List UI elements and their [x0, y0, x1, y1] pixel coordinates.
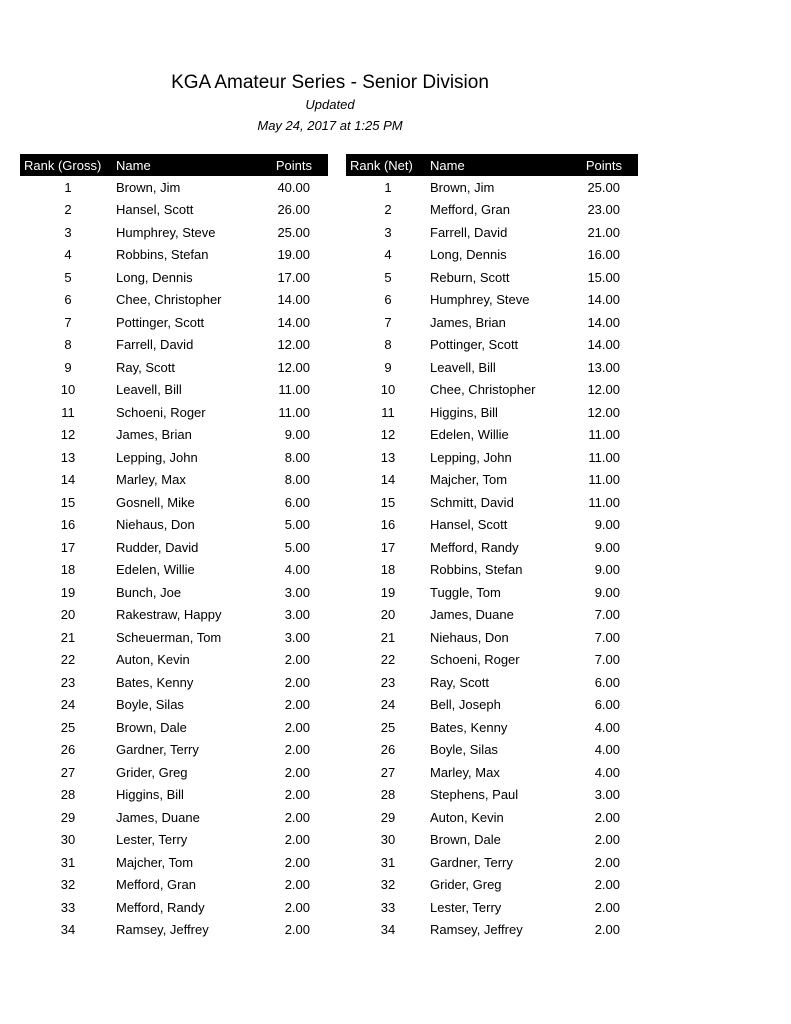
- gross-table-row: [20, 424, 328, 447]
- net-rank-cell: 5: [384, 269, 392, 285]
- net-name-cell: Majcher, Tom: [430, 472, 508, 488]
- net-rank-cell: 30: [380, 832, 396, 848]
- net-points-cell: 9.00: [594, 539, 620, 555]
- net-points-cell: 6.00: [594, 697, 620, 713]
- gross-standings-table: [20, 154, 328, 941]
- net-points-cell: 7.00: [594, 652, 620, 668]
- net-points-cell: 11.00: [588, 427, 620, 443]
- gross-points-cell: 8.00: [284, 449, 310, 465]
- net-rank-cell: 23: [380, 674, 396, 690]
- gross-name-cell: Majcher, Tom: [116, 854, 194, 870]
- net-points-cell: 11.00: [588, 472, 620, 488]
- gross-points-cell: 14.00: [277, 292, 310, 308]
- net-table-row: [346, 356, 638, 379]
- gross-name-cell: Gardner, Terry: [116, 742, 199, 758]
- net-rank-cell: 31: [380, 854, 396, 870]
- net-table-row: [346, 536, 638, 559]
- gross-rank-cell: 25: [60, 719, 76, 735]
- gross-name-cell: Ramsey, Jeffrey: [116, 922, 209, 938]
- net-standings-table: [346, 154, 638, 941]
- net-points-cell: 6.00: [594, 674, 620, 690]
- net-name-cell: Reburn, Scott: [430, 269, 510, 285]
- net-table-row: [346, 334, 638, 357]
- net-points-cell: 2.00: [594, 809, 620, 825]
- net-name-cell: Lepping, John: [430, 449, 512, 465]
- gross-points-cell: 3.00: [284, 629, 310, 645]
- net-table-row: [346, 244, 638, 267]
- gross-table-row: [20, 604, 328, 627]
- net-points-cell: 4.00: [594, 742, 620, 758]
- gross-name-cell: Edelen, Willie: [116, 562, 195, 578]
- gross-table-row: [20, 221, 328, 244]
- gross-rank-cell: 4: [64, 247, 72, 263]
- gross-points-cell: 2.00: [284, 697, 310, 713]
- gross-rank-header: Rank (Gross): [24, 157, 102, 173]
- gross-rank-cell: 24: [60, 697, 76, 713]
- gross-name-cell: Lepping, John: [116, 449, 198, 465]
- gross-points-cell: 6.00: [284, 494, 310, 510]
- gross-name-cell: Mefford, Randy: [116, 899, 205, 915]
- gross-name-cell: Robbins, Stefan: [116, 247, 209, 263]
- net-rank-cell: 11: [381, 404, 395, 420]
- net-table-row: [346, 874, 638, 897]
- net-name-cell: Pottinger, Scott: [430, 337, 519, 353]
- net-points-cell: 15.00: [587, 269, 620, 285]
- gross-points-cell: 2.00: [284, 832, 310, 848]
- net-table-row: [346, 806, 638, 829]
- net-table-row: [346, 469, 638, 492]
- net-name-header: Name: [430, 157, 465, 173]
- gross-table-row: [20, 469, 328, 492]
- gross-rank-cell: 21: [60, 629, 76, 645]
- net-table-row: [346, 266, 638, 289]
- net-rank-cell: 33: [380, 899, 396, 915]
- gross-table-row: [20, 874, 328, 897]
- net-rank-cell: 20: [380, 607, 396, 623]
- gross-table-row: [20, 919, 328, 942]
- gross-rank-cell: 9: [64, 359, 72, 375]
- net-name-cell: Farrell, David: [430, 224, 508, 240]
- gross-rank-cell: 3: [64, 224, 72, 240]
- net-table-row: [346, 221, 638, 244]
- net-rank-header: Rank (Net): [350, 157, 413, 173]
- gross-name-cell: Lester, Terry: [116, 832, 188, 848]
- net-rank-cell: 27: [380, 764, 396, 780]
- gross-points-cell: 3.00: [284, 607, 310, 623]
- gross-points-cell: 2.00: [284, 809, 310, 825]
- gross-rank-cell: 31: [60, 854, 76, 870]
- gross-header-row: [20, 154, 328, 176]
- gross-rank-cell: 32: [60, 877, 76, 893]
- gross-name-cell: Auton, Kevin: [116, 652, 190, 668]
- net-points-cell: 25.00: [587, 179, 620, 195]
- net-table-row: [346, 784, 638, 807]
- net-rank-cell: 2: [384, 202, 392, 218]
- net-table-row: [346, 311, 638, 334]
- updated-label: Updated: [305, 97, 355, 112]
- gross-name-cell: Boyle, Silas: [116, 697, 184, 713]
- net-points-cell: 2.00: [594, 899, 620, 915]
- gross-name-cell: Scheuerman, Tom: [116, 629, 222, 645]
- net-points-cell: 13.00: [587, 359, 620, 375]
- net-points-cell: 9.00: [594, 517, 620, 533]
- gross-rank-cell: 23: [60, 674, 76, 690]
- net-points-cell: 14.00: [587, 337, 620, 353]
- gross-points-cell: 5.00: [284, 517, 310, 533]
- net-points-cell: 2.00: [594, 832, 620, 848]
- gross-table-row: [20, 536, 328, 559]
- net-table-row: [346, 176, 638, 199]
- net-name-cell: Leavell, Bill: [430, 359, 496, 375]
- net-name-cell: Lester, Terry: [430, 899, 502, 915]
- net-name-cell: Grider, Greg: [430, 877, 502, 893]
- net-rank-cell: 25: [380, 719, 396, 735]
- gross-rank-cell: 15: [60, 494, 76, 510]
- gross-name-cell: Bates, Kenny: [116, 674, 194, 690]
- gross-name-cell: Niehaus, Don: [116, 517, 195, 533]
- net-points-cell: 7.00: [594, 629, 620, 645]
- net-table-row: [346, 919, 638, 942]
- gross-table-row: [20, 356, 328, 379]
- net-table-row: [346, 851, 638, 874]
- net-points-cell: 14.00: [587, 314, 620, 330]
- gross-name-cell: Rakestraw, Happy: [116, 607, 222, 623]
- net-table-row: [346, 829, 638, 852]
- gross-rank-cell: 16: [60, 517, 76, 533]
- net-rank-cell: 12: [380, 427, 396, 443]
- gross-name-cell: Gosnell, Mike: [116, 494, 195, 510]
- net-rank-cell: 32: [380, 877, 396, 893]
- gross-rank-cell: 18: [60, 562, 76, 578]
- gross-table-row: [20, 694, 328, 717]
- gross-points-cell: 2.00: [284, 742, 310, 758]
- net-table-row: [346, 694, 638, 717]
- net-rank-cell: 9: [384, 359, 392, 375]
- net-rank-cell: 28: [380, 787, 396, 803]
- net-points-cell: 2.00: [594, 877, 620, 893]
- gross-table-row: [20, 806, 328, 829]
- gross-name-cell: Ray, Scott: [116, 359, 176, 375]
- net-name-cell: Brown, Dale: [430, 832, 501, 848]
- net-rank-cell: 4: [384, 247, 392, 263]
- gross-table-row: [20, 401, 328, 424]
- gross-rank-cell: 34: [60, 922, 76, 938]
- net-name-cell: Gardner, Terry: [430, 854, 513, 870]
- gross-table-row: [20, 491, 328, 514]
- net-table-row: [346, 424, 638, 447]
- net-rank-cell: 17: [380, 539, 396, 555]
- net-name-cell: Ramsey, Jeffrey: [430, 922, 523, 938]
- gross-points-cell: 14.00: [277, 314, 310, 330]
- gross-points-cell: 2.00: [284, 674, 310, 690]
- gross-rank-cell: 8: [64, 337, 72, 353]
- gross-rank-cell: 6: [64, 292, 72, 308]
- gross-name-cell: Grider, Greg: [116, 764, 188, 780]
- gross-rank-cell: 5: [64, 269, 72, 285]
- net-name-cell: Mefford, Gran: [430, 202, 510, 218]
- net-points-header: Points: [585, 157, 622, 173]
- net-points-cell: 9.00: [594, 562, 620, 578]
- net-name-cell: Brown, Jim: [430, 179, 495, 195]
- gross-table-row: [20, 671, 328, 694]
- net-rank-cell: 21: [380, 629, 396, 645]
- gross-points-cell: 2.00: [284, 877, 310, 893]
- net-table-row: [346, 379, 638, 402]
- gross-table-row: [20, 784, 328, 807]
- gross-rank-cell: 28: [60, 787, 76, 803]
- net-name-cell: Niehaus, Don: [430, 629, 509, 645]
- net-rank-cell: 7: [384, 314, 392, 330]
- gross-rank-cell: 33: [60, 899, 76, 915]
- gross-table-row: [20, 761, 328, 784]
- gross-rank-cell: 1: [64, 179, 72, 195]
- net-rank-cell: 13: [380, 449, 396, 465]
- gross-name-cell: Bunch, Joe: [116, 584, 182, 600]
- net-name-cell: Hansel, Scott: [430, 517, 508, 533]
- net-rank-cell: 3: [384, 224, 392, 240]
- gross-points-cell: 11.00: [278, 404, 310, 420]
- net-rank-cell: 14: [380, 472, 396, 488]
- net-points-cell: 3.00: [594, 787, 620, 803]
- net-name-cell: Robbins, Stefan: [430, 562, 523, 578]
- gross-name-cell: Higgins, Bill: [116, 787, 184, 803]
- net-name-cell: Schmitt, David: [430, 494, 514, 510]
- net-points-cell: 7.00: [594, 607, 620, 623]
- gross-rank-cell: 11: [61, 404, 75, 420]
- net-name-cell: Auton, Kevin: [430, 809, 504, 825]
- gross-points-cell: 2.00: [284, 922, 310, 938]
- gross-name-cell: Long, Dennis: [116, 269, 193, 285]
- gross-rank-cell: 17: [60, 539, 76, 555]
- net-name-cell: James, Duane: [430, 607, 514, 623]
- gross-points-cell: 26.00: [277, 202, 310, 218]
- gross-table-row: [20, 244, 328, 267]
- gross-name-cell: Chee, Christopher: [116, 292, 222, 308]
- net-rank-cell: 8: [384, 337, 392, 353]
- gross-name-cell: Marley, Max: [116, 472, 186, 488]
- gross-rank-cell: 14: [60, 472, 76, 488]
- net-table-row: [346, 604, 638, 627]
- gross-rank-cell: 26: [60, 742, 76, 758]
- net-name-cell: Edelen, Willie: [430, 427, 509, 443]
- net-rank-cell: 29: [380, 809, 396, 825]
- gross-name-cell: Brown, Dale: [116, 719, 187, 735]
- gross-table-row: [20, 199, 328, 222]
- net-table-row: [346, 446, 638, 469]
- net-table-row: [346, 649, 638, 672]
- gross-points-cell: 5.00: [284, 539, 310, 555]
- net-table-row: [346, 581, 638, 604]
- gross-rank-cell: 7: [64, 314, 72, 330]
- gross-points-cell: 17.00: [277, 269, 310, 285]
- gross-points-cell: 25.00: [277, 224, 310, 240]
- gross-table-row: [20, 716, 328, 739]
- gross-table-row: [20, 176, 328, 199]
- gross-table-row: [20, 446, 328, 469]
- gross-points-cell: 12.00: [277, 337, 310, 353]
- net-table-row: [346, 559, 638, 582]
- gross-table-row: [20, 581, 328, 604]
- net-points-cell: 12.00: [587, 404, 620, 420]
- gross-table-row: [20, 649, 328, 672]
- net-rank-cell: 22: [380, 652, 396, 668]
- gross-rank-cell: 20: [60, 607, 76, 623]
- gross-rank-cell: 2: [64, 202, 72, 218]
- net-points-cell: 21.00: [587, 224, 620, 240]
- gross-rank-cell: 13: [60, 449, 76, 465]
- net-table-row: [346, 716, 638, 739]
- net-rank-cell: 16: [380, 517, 396, 533]
- net-table-row: [346, 514, 638, 537]
- gross-table-row: [20, 514, 328, 537]
- net-name-cell: Boyle, Silas: [430, 742, 498, 758]
- net-rank-cell: 10: [380, 382, 396, 398]
- net-points-cell: 4.00: [594, 719, 620, 735]
- gross-name-cell: James, Duane: [116, 809, 200, 825]
- gross-points-cell: 2.00: [284, 787, 310, 803]
- gross-points-cell: 19.00: [277, 247, 310, 263]
- net-name-cell: Bates, Kenny: [430, 719, 508, 735]
- gross-rank-cell: 29: [60, 809, 76, 825]
- net-table-row: [346, 739, 638, 762]
- net-table-row: [346, 896, 638, 919]
- gross-table-row: [20, 289, 328, 312]
- gross-table-row: [20, 559, 328, 582]
- net-name-cell: Chee, Christopher: [430, 382, 536, 398]
- gross-points-cell: 12.00: [277, 359, 310, 375]
- gross-points-cell: 8.00: [284, 472, 310, 488]
- net-rank-cell: 34: [380, 922, 396, 938]
- gross-points-cell: 3.00: [284, 584, 310, 600]
- gross-rank-cell: 19: [60, 584, 76, 600]
- gross-table-row: [20, 739, 328, 762]
- net-table-row: [346, 761, 638, 784]
- gross-name-cell: Mefford, Gran: [116, 877, 196, 893]
- gross-table-row: [20, 334, 328, 357]
- gross-table-row: [20, 829, 328, 852]
- net-rank-cell: 6: [384, 292, 392, 308]
- net-table-row: [346, 289, 638, 312]
- page-title: KGA Amateur Series - Senior Division: [171, 72, 489, 93]
- net-points-cell: 23.00: [587, 202, 620, 218]
- gross-rank-cell: 30: [60, 832, 76, 848]
- net-rank-cell: 24: [380, 697, 396, 713]
- gross-table-row: [20, 851, 328, 874]
- net-header-row: [346, 154, 638, 176]
- gross-name-cell: Brown, Jim: [116, 179, 181, 195]
- net-name-cell: Long, Dennis: [430, 247, 507, 263]
- gross-table-row: [20, 266, 328, 289]
- net-points-cell: 2.00: [594, 922, 620, 938]
- net-name-cell: Mefford, Randy: [430, 539, 519, 555]
- gross-name-header: Name: [116, 157, 151, 173]
- gross-points-cell: 2.00: [284, 899, 310, 915]
- gross-rank-cell: 12: [60, 427, 76, 443]
- gross-name-cell: Hansel, Scott: [116, 202, 194, 218]
- net-name-cell: Humphrey, Steve: [430, 292, 530, 308]
- updated-date: May 24, 2017 at 1:25 PM: [257, 118, 403, 133]
- gross-rank-cell: 22: [60, 652, 76, 668]
- net-table-row: [346, 199, 638, 222]
- gross-points-header: Points: [275, 157, 312, 173]
- net-table-row: [346, 401, 638, 424]
- net-points-cell: 16.00: [587, 247, 620, 263]
- net-table-row: [346, 671, 638, 694]
- gross-name-cell: Farrell, David: [116, 337, 194, 353]
- gross-points-cell: 2.00: [284, 764, 310, 780]
- gross-name-cell: Pottinger, Scott: [116, 314, 205, 330]
- gross-name-cell: Schoeni, Roger: [116, 404, 206, 420]
- net-points-cell: 12.00: [587, 382, 620, 398]
- net-name-cell: Ray, Scott: [430, 674, 490, 690]
- net-name-cell: James, Brian: [430, 314, 506, 330]
- net-points-cell: 14.00: [587, 292, 620, 308]
- gross-table-row: [20, 379, 328, 402]
- gross-table-row: [20, 311, 328, 334]
- net-name-cell: Stephens, Paul: [430, 787, 519, 803]
- gross-points-cell: 9.00: [284, 427, 310, 443]
- gross-points-cell: 11.00: [278, 382, 310, 398]
- gross-rank-cell: 27: [60, 764, 76, 780]
- net-name-cell: Schoeni, Roger: [430, 652, 520, 668]
- net-rank-cell: 15: [380, 494, 396, 510]
- net-rank-cell: 19: [380, 584, 396, 600]
- net-points-cell: 11.00: [588, 449, 620, 465]
- net-rank-cell: 26: [380, 742, 396, 758]
- net-table-row: [346, 491, 638, 514]
- gross-name-cell: Rudder, David: [116, 539, 199, 555]
- net-name-cell: Tuggle, Tom: [430, 584, 501, 600]
- net-rank-cell: 18: [380, 562, 396, 578]
- net-table-row: [346, 626, 638, 649]
- net-points-cell: 4.00: [594, 764, 620, 780]
- net-points-cell: 9.00: [594, 584, 620, 600]
- net-points-cell: 2.00: [594, 854, 620, 870]
- gross-name-cell: Leavell, Bill: [116, 382, 182, 398]
- gross-points-cell: 2.00: [284, 719, 310, 735]
- gross-points-cell: 2.00: [284, 652, 310, 668]
- gross-points-cell: 4.00: [284, 562, 310, 578]
- gross-table-row: [20, 626, 328, 649]
- net-name-cell: Bell, Joseph: [430, 697, 501, 713]
- gross-name-cell: James, Brian: [116, 427, 192, 443]
- gross-table-row: [20, 896, 328, 919]
- gross-points-cell: 40.00: [277, 179, 310, 195]
- gross-rank-cell: 10: [60, 382, 76, 398]
- gross-name-cell: Humphrey, Steve: [116, 224, 216, 240]
- net-rank-cell: 1: [384, 179, 392, 195]
- net-points-cell: 11.00: [588, 494, 620, 510]
- net-name-cell: Higgins, Bill: [430, 404, 498, 420]
- net-name-cell: Marley, Max: [430, 764, 500, 780]
- gross-points-cell: 2.00: [284, 854, 310, 870]
